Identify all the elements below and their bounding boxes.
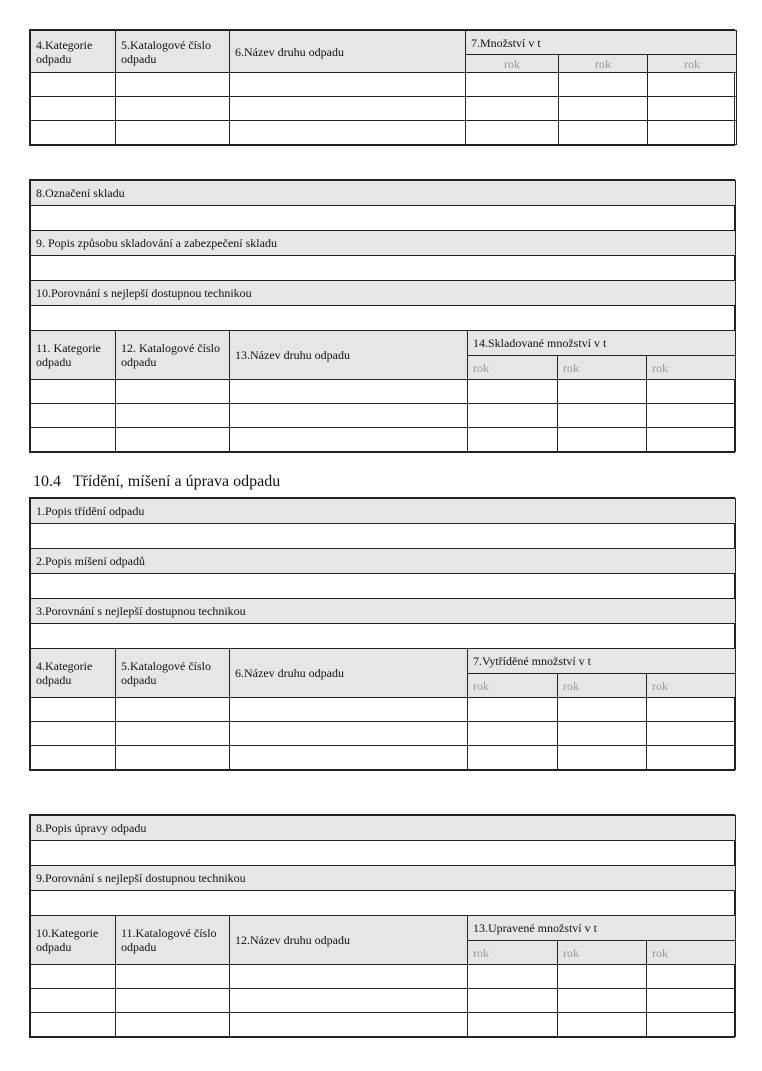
input-cell[interactable] xyxy=(468,746,558,770)
field-label-sorting-description: 1.Popis třídění odpadu xyxy=(31,499,736,524)
input-cell[interactable] xyxy=(230,428,468,452)
input-cell[interactable] xyxy=(468,698,558,722)
input-cell[interactable] xyxy=(468,1013,558,1037)
col-header-catalog: 5.Katalogové číslo odpadu xyxy=(116,649,230,698)
input-cell[interactable] xyxy=(558,404,647,428)
input-cell[interactable] xyxy=(31,989,116,1013)
table-row xyxy=(31,722,736,746)
input-cell[interactable] xyxy=(230,698,468,722)
input-cell[interactable] xyxy=(647,428,736,452)
field-label-bat-comparison: 10.Porovnání s nejlepší dostupnou technikou xyxy=(31,281,736,306)
input-cell[interactable] xyxy=(648,121,737,145)
table-row xyxy=(31,404,736,428)
input-cell[interactable] xyxy=(559,73,648,97)
treatment-description-field[interactable] xyxy=(31,841,736,866)
input-cell[interactable] xyxy=(558,989,647,1013)
input-cell[interactable] xyxy=(31,121,116,145)
input-cell[interactable] xyxy=(558,1013,647,1037)
table-row xyxy=(31,1013,736,1037)
input-cell[interactable] xyxy=(647,965,736,989)
input-cell[interactable] xyxy=(466,121,559,145)
input-cell[interactable] xyxy=(31,746,116,770)
year-cell[interactable]: rok xyxy=(558,674,647,698)
input-cell[interactable] xyxy=(116,989,230,1013)
input-cell[interactable] xyxy=(230,121,466,145)
bat-comparison-field[interactable] xyxy=(31,891,736,916)
input-cell[interactable] xyxy=(116,428,230,452)
year-cell[interactable]: rok xyxy=(647,941,736,965)
table-row xyxy=(31,73,737,97)
year-cell[interactable]: rok xyxy=(559,55,648,73)
input-cell[interactable] xyxy=(647,698,736,722)
col-header-name: 6.Název druhu odpadu xyxy=(230,31,466,73)
input-cell[interactable] xyxy=(116,722,230,746)
input-cell[interactable] xyxy=(230,965,468,989)
field-label-bat-comparison: 9.Porovnání s nejlepší dostupnou technikou xyxy=(31,866,736,891)
input-cell[interactable] xyxy=(31,965,116,989)
table-row xyxy=(31,698,736,722)
input-cell[interactable] xyxy=(116,965,230,989)
input-cell[interactable] xyxy=(647,989,736,1013)
table-row xyxy=(31,380,736,404)
input-cell[interactable] xyxy=(31,404,116,428)
input-cell[interactable] xyxy=(116,73,230,97)
input-cell[interactable] xyxy=(558,746,647,770)
table-row xyxy=(31,428,736,452)
storage-description-field[interactable] xyxy=(31,256,736,281)
input-cell[interactable] xyxy=(468,428,558,452)
field-label-treatment-description: 8.Popis úpravy odpadu xyxy=(31,816,736,841)
year-cell[interactable]: rok xyxy=(558,356,647,380)
treatment-form xyxy=(29,814,735,1038)
field-label-mixing-description: 2.Popis míšení odpadů xyxy=(31,549,736,574)
input-cell[interactable] xyxy=(31,428,116,452)
input-cell[interactable] xyxy=(31,380,116,404)
input-cell[interactable] xyxy=(31,73,116,97)
input-cell[interactable] xyxy=(230,989,468,1013)
col-header-category: 11. Kategorie odpadu xyxy=(31,331,116,380)
input-cell[interactable] xyxy=(230,97,466,121)
year-cell[interactable]: rok xyxy=(468,941,558,965)
input-cell[interactable] xyxy=(31,97,116,121)
input-cell[interactable] xyxy=(468,404,558,428)
col-header-name: 12.Název druhu odpadu xyxy=(230,916,468,965)
year-cell[interactable]: rok xyxy=(468,674,558,698)
mixing-description-field[interactable] xyxy=(31,574,736,599)
input-cell[interactable] xyxy=(230,1013,468,1037)
bat-comparison-field[interactable] xyxy=(31,306,736,331)
col-header-amount: 7.Množství v t xyxy=(466,31,737,55)
table-row xyxy=(31,965,736,989)
input-cell[interactable] xyxy=(466,97,559,121)
input-cell[interactable] xyxy=(558,380,647,404)
year-cell[interactable]: rok xyxy=(648,55,737,73)
input-cell[interactable] xyxy=(558,722,647,746)
col-header-category: 10.Kategorie odpadu xyxy=(31,916,116,965)
input-cell[interactable] xyxy=(558,698,647,722)
table-row xyxy=(31,97,737,121)
col-header-category: 4.Kategorie odpadu xyxy=(31,31,116,73)
input-cell[interactable] xyxy=(116,746,230,770)
input-cell[interactable] xyxy=(31,722,116,746)
field-label-storage-id: 8.Označení skladu xyxy=(31,181,736,206)
year-cell[interactable]: rok xyxy=(647,356,736,380)
input-cell[interactable] xyxy=(230,746,468,770)
input-cell[interactable] xyxy=(558,965,647,989)
field-label-storage-description: 9. Popis způsobu skladování a zabezpečení skladu xyxy=(31,231,736,256)
col-header-catalog: 11.Katalogové číslo odpadu xyxy=(116,916,230,965)
col-header-catalog: 12. Katalogové číslo odpadu xyxy=(116,331,230,380)
table-row xyxy=(31,989,736,1013)
input-cell[interactable] xyxy=(230,73,466,97)
storage-id-field[interactable] xyxy=(31,206,736,231)
year-cell[interactable]: rok xyxy=(466,55,559,73)
input-cell[interactable] xyxy=(116,97,230,121)
input-cell[interactable] xyxy=(647,722,736,746)
input-cell[interactable] xyxy=(116,1013,230,1037)
table-row xyxy=(31,746,736,770)
storage-form xyxy=(29,179,735,453)
input-cell[interactable] xyxy=(468,380,558,404)
section-heading: 10.4 Třídění, míšení a úprava odpadu xyxy=(33,473,281,490)
input-cell[interactable] xyxy=(230,404,468,428)
input-cell[interactable] xyxy=(116,121,230,145)
col-header-category: 4.Kategorie odpadu xyxy=(31,649,116,698)
input-cell[interactable] xyxy=(647,1013,736,1037)
table-row xyxy=(31,121,737,145)
input-cell[interactable] xyxy=(468,722,558,746)
field-label-bat-comparison: 3.Porovnání s nejlepší dostupnou technikou xyxy=(31,599,736,624)
input-cell[interactable] xyxy=(648,73,737,97)
input-cell[interactable] xyxy=(31,698,116,722)
input-cell[interactable] xyxy=(116,404,230,428)
input-cell[interactable] xyxy=(647,746,736,770)
input-cell[interactable] xyxy=(466,73,559,97)
sorting-description-field[interactable] xyxy=(31,524,736,549)
input-cell[interactable] xyxy=(230,380,468,404)
input-cell[interactable] xyxy=(558,428,647,452)
input-cell[interactable] xyxy=(647,380,736,404)
input-cell[interactable] xyxy=(559,97,648,121)
col-header-name: 13.Název druhu odpadu xyxy=(230,331,468,380)
input-cell[interactable] xyxy=(559,121,648,145)
sorting-form xyxy=(29,497,735,771)
col-header-amount: 14.Skladované množství v t xyxy=(468,331,736,356)
col-header-catalog: 5.Katalogové číslo odpadu xyxy=(116,31,230,73)
col-header-name: 6.Název druhu odpadu xyxy=(230,649,468,698)
input-cell[interactable] xyxy=(31,1013,116,1037)
input-cell[interactable] xyxy=(647,404,736,428)
input-cell[interactable] xyxy=(468,965,558,989)
bat-comparison-field[interactable] xyxy=(31,624,736,649)
input-cell[interactable] xyxy=(116,698,230,722)
input-cell[interactable] xyxy=(230,722,468,746)
col-header-amount: 13.Upravené množství v t xyxy=(468,916,736,941)
year-cell[interactable]: rok xyxy=(468,356,558,380)
input-cell[interactable] xyxy=(648,97,737,121)
input-cell[interactable] xyxy=(116,380,230,404)
year-cell[interactable]: rok xyxy=(558,941,647,965)
col-header-amount: 7.Vytříděné množství v t xyxy=(468,649,736,674)
input-cell[interactable] xyxy=(468,989,558,1013)
waste-quantity-table xyxy=(29,29,735,146)
year-cell[interactable]: rok xyxy=(647,674,736,698)
